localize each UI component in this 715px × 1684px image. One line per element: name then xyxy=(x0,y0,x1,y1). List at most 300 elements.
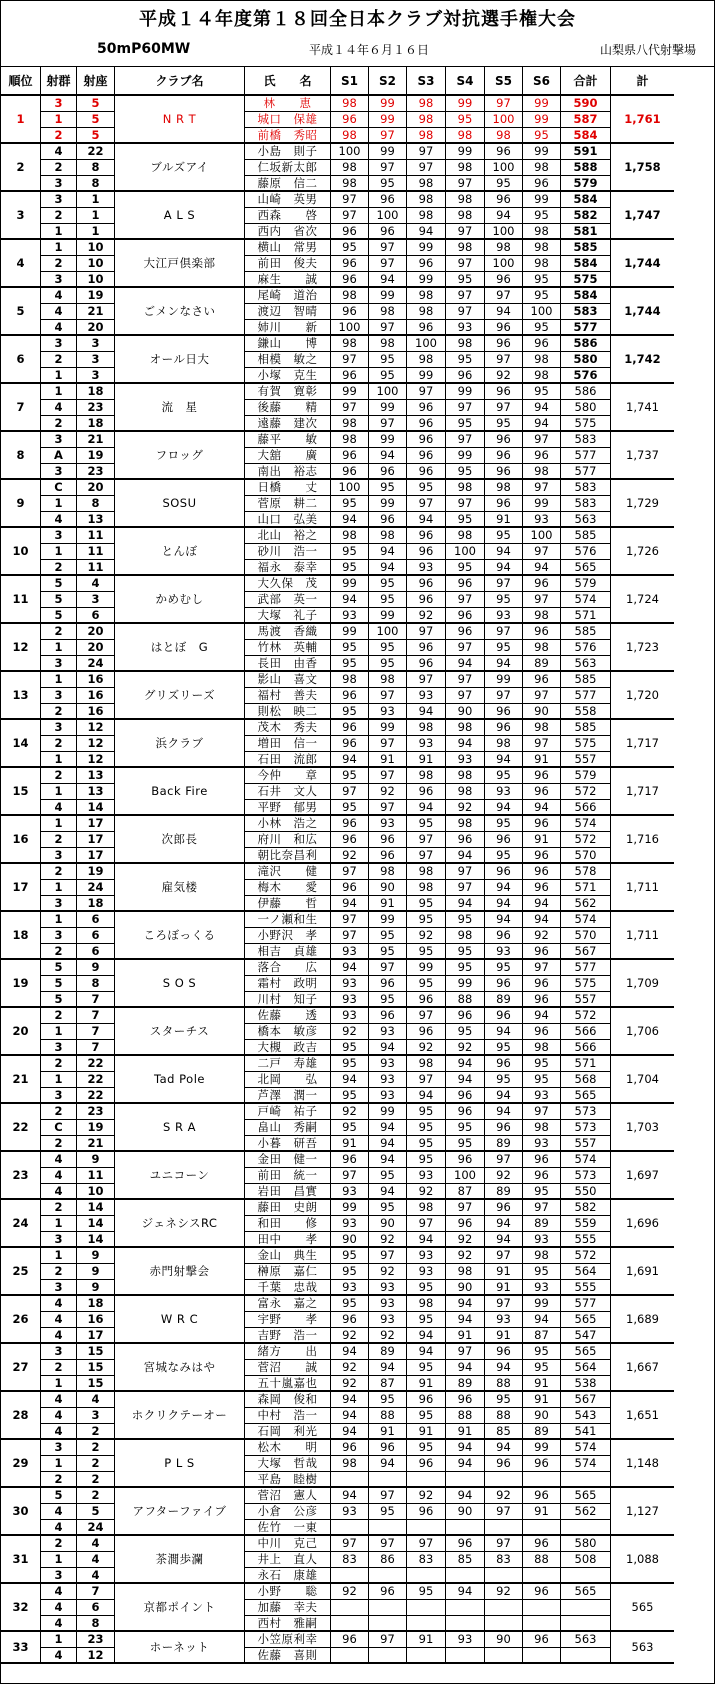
member-score-s6: 93 xyxy=(523,1136,561,1152)
member-score-s6: 100 xyxy=(523,304,561,320)
member-score-s3: 97 xyxy=(407,672,446,688)
member-lane: 5 xyxy=(77,1504,115,1520)
member-score-s4: 93 xyxy=(446,752,485,768)
team-club: ユニコーン xyxy=(115,1152,245,1200)
member-score-s5: 93 xyxy=(485,784,523,800)
member-lane: 2 xyxy=(77,1456,115,1472)
member-score-s1: 96 xyxy=(331,272,369,288)
member-name: 落合 広 xyxy=(245,960,331,976)
member-name: 福永 泰幸 xyxy=(245,560,331,576)
member-score-s6: 96 xyxy=(523,1456,561,1472)
member-name: 梅木 愛 xyxy=(245,880,331,896)
member-score-s3: 98 xyxy=(407,176,446,192)
member-group: 3 xyxy=(41,1344,77,1360)
member-score-s1: 95 xyxy=(331,1120,369,1136)
member-score-s3 xyxy=(407,1648,446,1664)
member-lane: 16 xyxy=(77,1312,115,1328)
member-score-s3: 94 xyxy=(407,224,446,240)
member-total: 577 xyxy=(561,448,611,464)
member-total: 591 xyxy=(561,144,611,160)
member-score-s1: 93 xyxy=(331,944,369,960)
member-score-s4: 98 xyxy=(446,336,485,352)
team-club: Back Fire xyxy=(115,768,245,816)
member-lane: 3 xyxy=(77,336,115,352)
member-total: 575 xyxy=(561,976,611,992)
member-score-s5: 94 xyxy=(485,208,523,224)
member-score-s6: 94 xyxy=(523,1008,561,1024)
member-total: 583 xyxy=(561,432,611,448)
member-lane: 19 xyxy=(77,864,115,880)
member-lane: 3 xyxy=(77,352,115,368)
member-score-s2: 94 xyxy=(369,560,407,576)
member-score-s2: 88 xyxy=(369,1408,407,1424)
member-lane: 3 xyxy=(77,368,115,384)
member-name: 増田 信一 xyxy=(245,736,331,752)
team-club: 流 星 xyxy=(115,384,245,432)
member-score-s3: 96 xyxy=(407,656,446,672)
member-score-s2: 99 xyxy=(369,432,407,448)
member-score-s5: 96 xyxy=(485,496,523,512)
team-total: 1,696 xyxy=(611,1200,674,1248)
member-score-s3: 96 xyxy=(407,432,446,448)
member-score-s4: 95 xyxy=(446,1024,485,1040)
member-score-s4: 96 xyxy=(446,1216,485,1232)
member-score-s3: 93 xyxy=(407,736,446,752)
team-rank: 1 xyxy=(1,96,41,144)
team-club: P L S xyxy=(115,1440,245,1488)
member-score-s4: 97 xyxy=(446,1344,485,1360)
member-score-s6: 96 xyxy=(523,1488,561,1504)
member-score-s4: 98 xyxy=(446,480,485,496)
member-score-s1 xyxy=(331,1568,369,1584)
member-score-s4: 95 xyxy=(446,560,485,576)
member-score-s4: 98 xyxy=(446,720,485,736)
member-group: 4 xyxy=(41,144,77,160)
member-lane: 11 xyxy=(77,1168,115,1184)
member-score-s3: 97 xyxy=(407,496,446,512)
member-lane: 3 xyxy=(77,592,115,608)
member-score-s1 xyxy=(331,1616,369,1632)
member-score-s3: 99 xyxy=(407,240,446,256)
member-lane: 5 xyxy=(77,128,115,144)
member-score-s2: 96 xyxy=(369,224,407,240)
member-group: 1 xyxy=(41,1376,77,1392)
member-score-s2: 99 xyxy=(369,720,407,736)
member-lane: 15 xyxy=(77,1360,115,1376)
member-score-s3: 98 xyxy=(407,352,446,368)
member-score-s3: 97 xyxy=(407,1072,446,1088)
member-score-s4 xyxy=(446,1472,485,1488)
member-score-s1: 96 xyxy=(331,464,369,480)
member-score-s5: 98 xyxy=(485,736,523,752)
member-score-s5: 95 xyxy=(485,176,523,192)
member-lane: 9 xyxy=(77,1264,115,1280)
member-score-s6: 95 xyxy=(523,384,561,400)
member-score-s4: 97 xyxy=(446,224,485,240)
member-total: 550 xyxy=(561,1184,611,1200)
member-name: 麻生 誠 xyxy=(245,272,331,288)
member-score-s2: 97 xyxy=(369,1488,407,1504)
member-group: 5 xyxy=(41,608,77,624)
member-name: 芦澤 潤一 xyxy=(245,1088,331,1104)
member-score-s1: 97 xyxy=(331,912,369,928)
member-score-s3: 97 xyxy=(407,1008,446,1024)
member-lane: 23 xyxy=(77,464,115,480)
member-score-s3: 96 xyxy=(407,400,446,416)
member-score-s5: 95 xyxy=(485,592,523,608)
member-score-s5: 89 xyxy=(485,992,523,1008)
member-score-s5: 98 xyxy=(485,128,523,144)
member-score-s6: 94 xyxy=(523,896,561,912)
member-score-s4: 98 xyxy=(446,928,485,944)
member-score-s1: 97 xyxy=(331,1536,369,1552)
member-group: 1 xyxy=(41,1632,77,1648)
member-score-s6: 97 xyxy=(523,960,561,976)
member-group: 1 xyxy=(41,816,77,832)
member-score-s2: 91 xyxy=(369,752,407,768)
member-score-s1: 96 xyxy=(331,736,369,752)
member-score-s2: 95 xyxy=(369,368,407,384)
team-rank: 15 xyxy=(1,768,41,816)
member-name: 長田 由香 xyxy=(245,656,331,672)
member-name: 相吉 貞雄 xyxy=(245,944,331,960)
member-score-s2: 93 xyxy=(369,704,407,720)
team-total: 1,761 xyxy=(611,96,674,144)
member-group: 2 xyxy=(41,160,77,176)
member-name: 馬渡 香織 xyxy=(245,624,331,640)
member-score-s5: 94 xyxy=(485,1440,523,1456)
team-rank: 4 xyxy=(1,240,41,288)
member-score-s3: 95 xyxy=(407,480,446,496)
member-name: 永石 康雄 xyxy=(245,1568,331,1584)
member-score-s6: 97 xyxy=(523,1200,561,1216)
member-total: 508 xyxy=(561,1552,611,1568)
member-score-s1: 93 xyxy=(331,1280,369,1296)
member-score-s4: 97 xyxy=(446,880,485,896)
header-club: クラブ名 xyxy=(115,66,245,96)
member-total: 581 xyxy=(561,224,611,240)
team-club: N R T xyxy=(115,96,245,144)
member-lane: 2 xyxy=(77,1472,115,1488)
member-score-s2: 95 xyxy=(369,1504,407,1520)
member-score-s3: 96 xyxy=(407,1392,446,1408)
member-score-s1: 83 xyxy=(331,1552,369,1568)
team-rank: 9 xyxy=(1,480,41,528)
member-group: 4 xyxy=(41,320,77,336)
member-score-s1: 96 xyxy=(331,1152,369,1168)
member-score-s5: 97 xyxy=(485,1248,523,1264)
member-score-s6: 99 xyxy=(523,192,561,208)
member-score-s1: 95 xyxy=(331,800,369,816)
member-total xyxy=(561,1520,611,1536)
member-name: 有賀 寛彰 xyxy=(245,384,331,400)
member-total xyxy=(561,1472,611,1488)
member-score-s3: 92 xyxy=(407,1040,446,1056)
team-club: S R A xyxy=(115,1104,245,1152)
member-score-s1: 96 xyxy=(331,816,369,832)
member-score-s3: 93 xyxy=(407,1168,446,1184)
member-score-s3: 98 xyxy=(407,192,446,208)
member-score-s5: 94 xyxy=(485,544,523,560)
member-lane: 12 xyxy=(77,1648,115,1664)
member-name: 一ノ瀬和生 xyxy=(245,912,331,928)
team-rank: 27 xyxy=(1,1344,41,1392)
team-total: 1,741 xyxy=(611,384,674,432)
member-score-s2: 95 xyxy=(369,944,407,960)
member-group: 4 xyxy=(41,1648,77,1664)
member-score-s3: 97 xyxy=(407,144,446,160)
team-club: アフターファイブ xyxy=(115,1488,245,1536)
member-score-s3: 97 xyxy=(407,1216,446,1232)
member-lane: 4 xyxy=(77,1568,115,1584)
member-score-s3: 98 xyxy=(407,208,446,224)
member-score-s3: 96 xyxy=(407,320,446,336)
member-score-s1: 95 xyxy=(331,1248,369,1264)
member-score-s1: 96 xyxy=(331,1632,369,1648)
member-lane: 24 xyxy=(77,656,115,672)
member-score-s4: 94 xyxy=(446,1360,485,1376)
member-total: 590 xyxy=(561,96,611,112)
member-score-s3: 96 xyxy=(407,1456,446,1472)
header-group: 射群 xyxy=(41,66,77,96)
member-score-s4: 96 xyxy=(446,1088,485,1104)
member-score-s3: 97 xyxy=(407,160,446,176)
member-name: 井上 直人 xyxy=(245,1552,331,1568)
member-group: 2 xyxy=(41,736,77,752)
member-group: A xyxy=(41,448,77,464)
member-total: 584 xyxy=(561,192,611,208)
header-total: 合計 xyxy=(561,66,611,96)
member-group: 2 xyxy=(41,128,77,144)
member-lane: 20 xyxy=(77,640,115,656)
member-group: 4 xyxy=(41,400,77,416)
member-score-s6 xyxy=(523,1472,561,1488)
member-score-s2: 96 xyxy=(369,1440,407,1456)
member-score-s1: 98 xyxy=(331,128,369,144)
member-score-s6: 99 xyxy=(523,112,561,128)
member-score-s4: 90 xyxy=(446,704,485,720)
team-club: W R C xyxy=(115,1296,245,1344)
member-total: 573 xyxy=(561,1120,611,1136)
member-score-s5: 97 xyxy=(485,1504,523,1520)
member-score-s2 xyxy=(369,1568,407,1584)
member-score-s6: 91 xyxy=(523,752,561,768)
member-total: 562 xyxy=(561,896,611,912)
member-score-s6: 96 xyxy=(523,864,561,880)
member-score-s1: 96 xyxy=(331,368,369,384)
member-group: 1 xyxy=(41,384,77,400)
team-club: 次郎長 xyxy=(115,816,245,864)
member-score-s3: 97 xyxy=(407,832,446,848)
member-score-s1: 95 xyxy=(331,768,369,784)
member-score-s2: 93 xyxy=(369,1296,407,1312)
member-lane: 9 xyxy=(77,960,115,976)
member-score-s4: 97 xyxy=(446,288,485,304)
member-score-s3: 97 xyxy=(407,624,446,640)
team-rank: 8 xyxy=(1,432,41,480)
member-group: 2 xyxy=(41,1472,77,1488)
member-score-s4: 97 xyxy=(446,432,485,448)
member-group: 1 xyxy=(41,880,77,896)
member-score-s4: 98 xyxy=(446,784,485,800)
team-rank: 28 xyxy=(1,1392,41,1440)
member-score-s6: 97 xyxy=(523,592,561,608)
member-score-s1: 97 xyxy=(331,1168,369,1184)
member-total: 574 xyxy=(561,592,611,608)
member-group: 4 xyxy=(41,1616,77,1632)
member-total: 558 xyxy=(561,704,611,720)
member-score-s2: 95 xyxy=(369,1168,407,1184)
team-club: ごメンなさい xyxy=(115,288,245,336)
member-score-s3: 95 xyxy=(407,816,446,832)
member-total: 565 xyxy=(561,1488,611,1504)
member-score-s1: 96 xyxy=(331,112,369,128)
member-name: 松木 明 xyxy=(245,1440,331,1456)
member-lane: 24 xyxy=(77,1520,115,1536)
member-total: 582 xyxy=(561,208,611,224)
member-score-s1: 97 xyxy=(331,928,369,944)
member-lane: 7 xyxy=(77,1040,115,1056)
member-score-s3: 92 xyxy=(407,928,446,944)
member-lane: 10 xyxy=(77,240,115,256)
team-club: グリズリーズ xyxy=(115,672,245,720)
member-score-s5: 96 xyxy=(485,1200,523,1216)
member-score-s5: 97 xyxy=(485,400,523,416)
member-score-s1: 97 xyxy=(331,864,369,880)
member-name: 今仲 章 xyxy=(245,768,331,784)
member-score-s4: 92 xyxy=(446,800,485,816)
member-score-s1: 95 xyxy=(331,1088,369,1104)
member-score-s3: 99 xyxy=(407,368,446,384)
member-score-s4: 94 xyxy=(446,1072,485,1088)
member-score-s2: 97 xyxy=(369,768,407,784)
member-lane: 14 xyxy=(77,1232,115,1248)
member-score-s5: 95 xyxy=(485,816,523,832)
member-score-s5: 96 xyxy=(485,1456,523,1472)
member-score-s4: 95 xyxy=(446,912,485,928)
member-score-s3: 95 xyxy=(407,1120,446,1136)
member-lane: 12 xyxy=(77,736,115,752)
member-total: 584 xyxy=(561,128,611,144)
member-name: 影山 喜文 xyxy=(245,672,331,688)
member-score-s5: 94 xyxy=(485,1216,523,1232)
member-total: 580 xyxy=(561,400,611,416)
member-score-s1: 92 xyxy=(331,848,369,864)
member-total: 586 xyxy=(561,384,611,400)
member-name: 佐藤 透 xyxy=(245,1008,331,1024)
member-score-s5: 97 xyxy=(485,352,523,368)
member-total: 579 xyxy=(561,576,611,592)
member-score-s6: 98 xyxy=(523,256,561,272)
member-name: 前田 俊夫 xyxy=(245,256,331,272)
member-score-s5: 94 xyxy=(485,1024,523,1040)
member-lane: 4 xyxy=(77,1552,115,1568)
team-total: 1,697 xyxy=(611,1152,674,1200)
member-score-s2: 95 xyxy=(369,656,407,672)
member-score-s6: 94 xyxy=(523,1312,561,1328)
member-score-s2: 91 xyxy=(369,896,407,912)
member-name: 大塚 礼子 xyxy=(245,608,331,624)
member-score-s1: 94 xyxy=(331,1392,369,1408)
member-lane: 16 xyxy=(77,704,115,720)
member-score-s2: 95 xyxy=(369,592,407,608)
member-lane: 7 xyxy=(77,1008,115,1024)
member-score-s4: 90 xyxy=(446,1504,485,1520)
member-score-s4: 87 xyxy=(446,1184,485,1200)
header-rank: 順位 xyxy=(1,66,41,96)
member-score-s2: 96 xyxy=(369,976,407,992)
member-lane: 6 xyxy=(77,608,115,624)
member-name: 菅沼 誠 xyxy=(245,1360,331,1376)
member-group: 2 xyxy=(41,1008,77,1024)
member-score-s5: 95 xyxy=(485,960,523,976)
member-score-s3: 95 xyxy=(407,1104,446,1120)
member-score-s2: 96 xyxy=(369,832,407,848)
member-score-s3 xyxy=(407,1600,446,1616)
page-title: 平成１４年度第１８回全日本クラブ対抗選手権大会 xyxy=(139,9,576,30)
member-score-s1: 92 xyxy=(331,1024,369,1040)
member-score-s6: 99 xyxy=(523,96,561,112)
member-name: 田中 孝 xyxy=(245,1232,331,1248)
member-score-s3: 94 xyxy=(407,1232,446,1248)
member-score-s6: 89 xyxy=(523,656,561,672)
member-score-s4: 97 xyxy=(446,864,485,880)
team-club: ホクリクテーオー xyxy=(115,1392,245,1440)
member-name: 城口 保雄 xyxy=(245,112,331,128)
member-score-s4: 95 xyxy=(446,416,485,432)
member-score-s1: 92 xyxy=(331,1328,369,1344)
team-total: 1,088 xyxy=(611,1536,674,1584)
member-score-s2: 93 xyxy=(369,1024,407,1040)
team-rank: 29 xyxy=(1,1440,41,1488)
member-score-s5: 92 xyxy=(485,368,523,384)
member-score-s5: 91 xyxy=(485,1264,523,1280)
member-group: 2 xyxy=(41,560,77,576)
team-rank: 12 xyxy=(1,624,41,672)
member-total: 575 xyxy=(561,736,611,752)
member-score-s5: 96 xyxy=(485,1120,523,1136)
member-score-s3: 98 xyxy=(407,864,446,880)
member-total: 585 xyxy=(561,672,611,688)
member-score-s3: 91 xyxy=(407,1632,446,1648)
member-score-s5: 91 xyxy=(485,1280,523,1296)
member-name: 仁坂新太郎 xyxy=(245,160,331,176)
member-score-s6: 98 xyxy=(523,640,561,656)
member-lane: 7 xyxy=(77,1024,115,1040)
member-name: 南出 裕志 xyxy=(245,464,331,480)
member-score-s6: 96 xyxy=(523,176,561,192)
team-club: 浜クラブ xyxy=(115,720,245,768)
member-score-s3: 96 xyxy=(407,784,446,800)
member-total: 580 xyxy=(561,1536,611,1552)
team-club: とんぼ xyxy=(115,528,245,576)
member-score-s6: 89 xyxy=(523,1216,561,1232)
member-score-s5: 88 xyxy=(485,1408,523,1424)
member-score-s4 xyxy=(446,1600,485,1616)
member-score-s2: 94 xyxy=(369,1040,407,1056)
member-score-s6: 96 xyxy=(523,816,561,832)
member-score-s1: 96 xyxy=(331,1312,369,1328)
member-score-s4: 97 xyxy=(446,672,485,688)
member-name: 滝沢 健 xyxy=(245,864,331,880)
member-total: 572 xyxy=(561,1248,611,1264)
member-score-s2: 92 xyxy=(369,784,407,800)
member-name: 竹林 英輔 xyxy=(245,640,331,656)
member-score-s5: 92 xyxy=(485,1168,523,1184)
member-lane: 14 xyxy=(77,1216,115,1232)
member-score-s4: 94 xyxy=(446,1312,485,1328)
member-name: 北山 裕之 xyxy=(245,528,331,544)
